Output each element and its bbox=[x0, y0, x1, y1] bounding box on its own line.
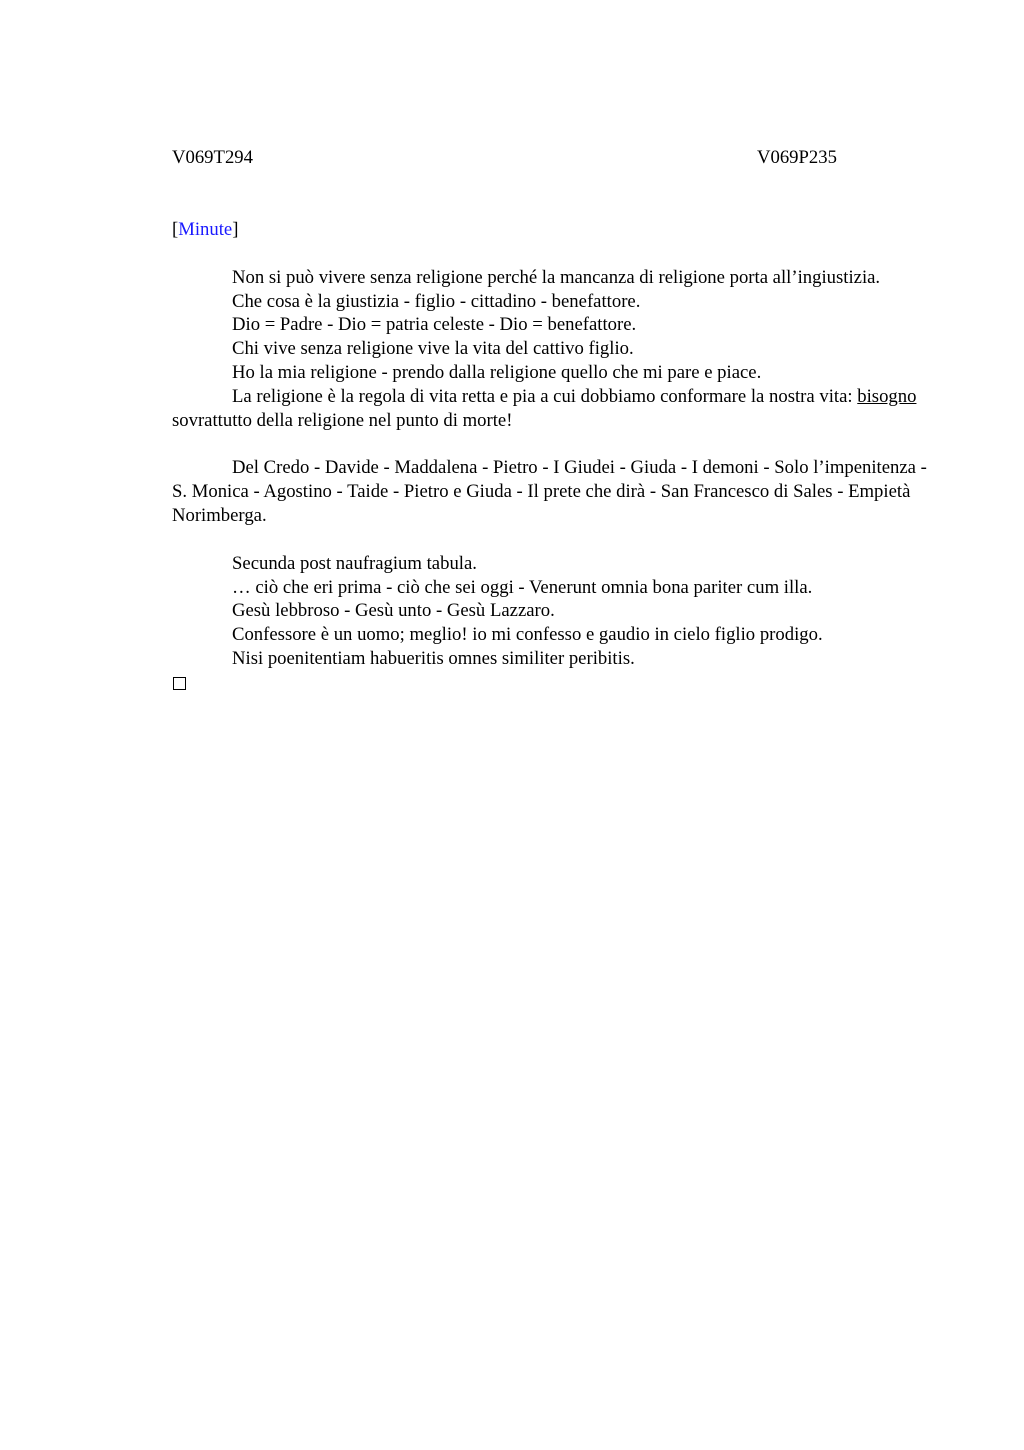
document-code-right: V069P235 bbox=[757, 147, 837, 168]
document-page bbox=[172, 146, 932, 690]
paragraph: Gesù lebbroso - Gesù unto - Gesù Lazzaro. bbox=[232, 600, 555, 622]
document-header bbox=[172, 146, 932, 170]
end-square-icon bbox=[173, 677, 186, 690]
section-close-bracket: ] bbox=[232, 219, 239, 240]
paragraph-block-2 bbox=[172, 456, 932, 527]
paragraph-text: sovrattutto della religione nel punto di morte! bbox=[172, 409, 513, 431]
paragraph-block-3 bbox=[172, 552, 932, 671]
section-open-bracket: [ bbox=[172, 219, 179, 240]
paragraph: Del Credo - Davide - Maddalena - Pietro - I Giudei - Giuda - I demoni - Solo l’impenitenza - S. Monica - Agostino - Taide - Pietro e Giuda - Il prete che dirà - San Francesco di Sales - Empietà Norimberga. bbox=[172, 457, 927, 526]
paragraph: Nisi poenitentiam habueritis omnes similiter peribitis. bbox=[232, 647, 635, 669]
paragraph bbox=[172, 385, 932, 433]
minute-link[interactable]: Minute bbox=[178, 219, 233, 240]
paragraph: Ho la mia religione - prendo dalla religione quello che mi pare e piace. bbox=[232, 361, 762, 383]
paragraph: Dio = Padre - Dio = patria celeste - Dio = benefattore. bbox=[232, 314, 637, 336]
underlined-word: bisogno bbox=[857, 385, 917, 407]
document-code-left: V069T294 bbox=[172, 147, 253, 168]
paragraph: Secunda post naufragium tabula. bbox=[232, 552, 477, 574]
paragraph: Confessore è un uomo; meglio! io mi confesso e gaudio in cielo figlio prodigo. bbox=[232, 624, 823, 646]
paragraph-block-1 bbox=[172, 266, 932, 433]
paragraph: … ciò che eri prima - ciò che sei oggi - Venerunt omnia bona pariter cum illa. bbox=[232, 576, 813, 598]
paragraph: Chi vive senza religione vive la vita del cattivo figlio. bbox=[232, 338, 634, 360]
paragraph: Non si può vivere senza religione perché la mancanza di religione porta all’ingiustizia. bbox=[232, 266, 881, 288]
paragraph-text: La religione è la regola di vita retta e pia a cui dobbiamo conformare la nostra vita: bbox=[232, 385, 858, 407]
section-tag bbox=[172, 218, 932, 242]
paragraph: Che cosa è la giustizia - figlio - cittadino - benefattore. bbox=[232, 290, 641, 312]
